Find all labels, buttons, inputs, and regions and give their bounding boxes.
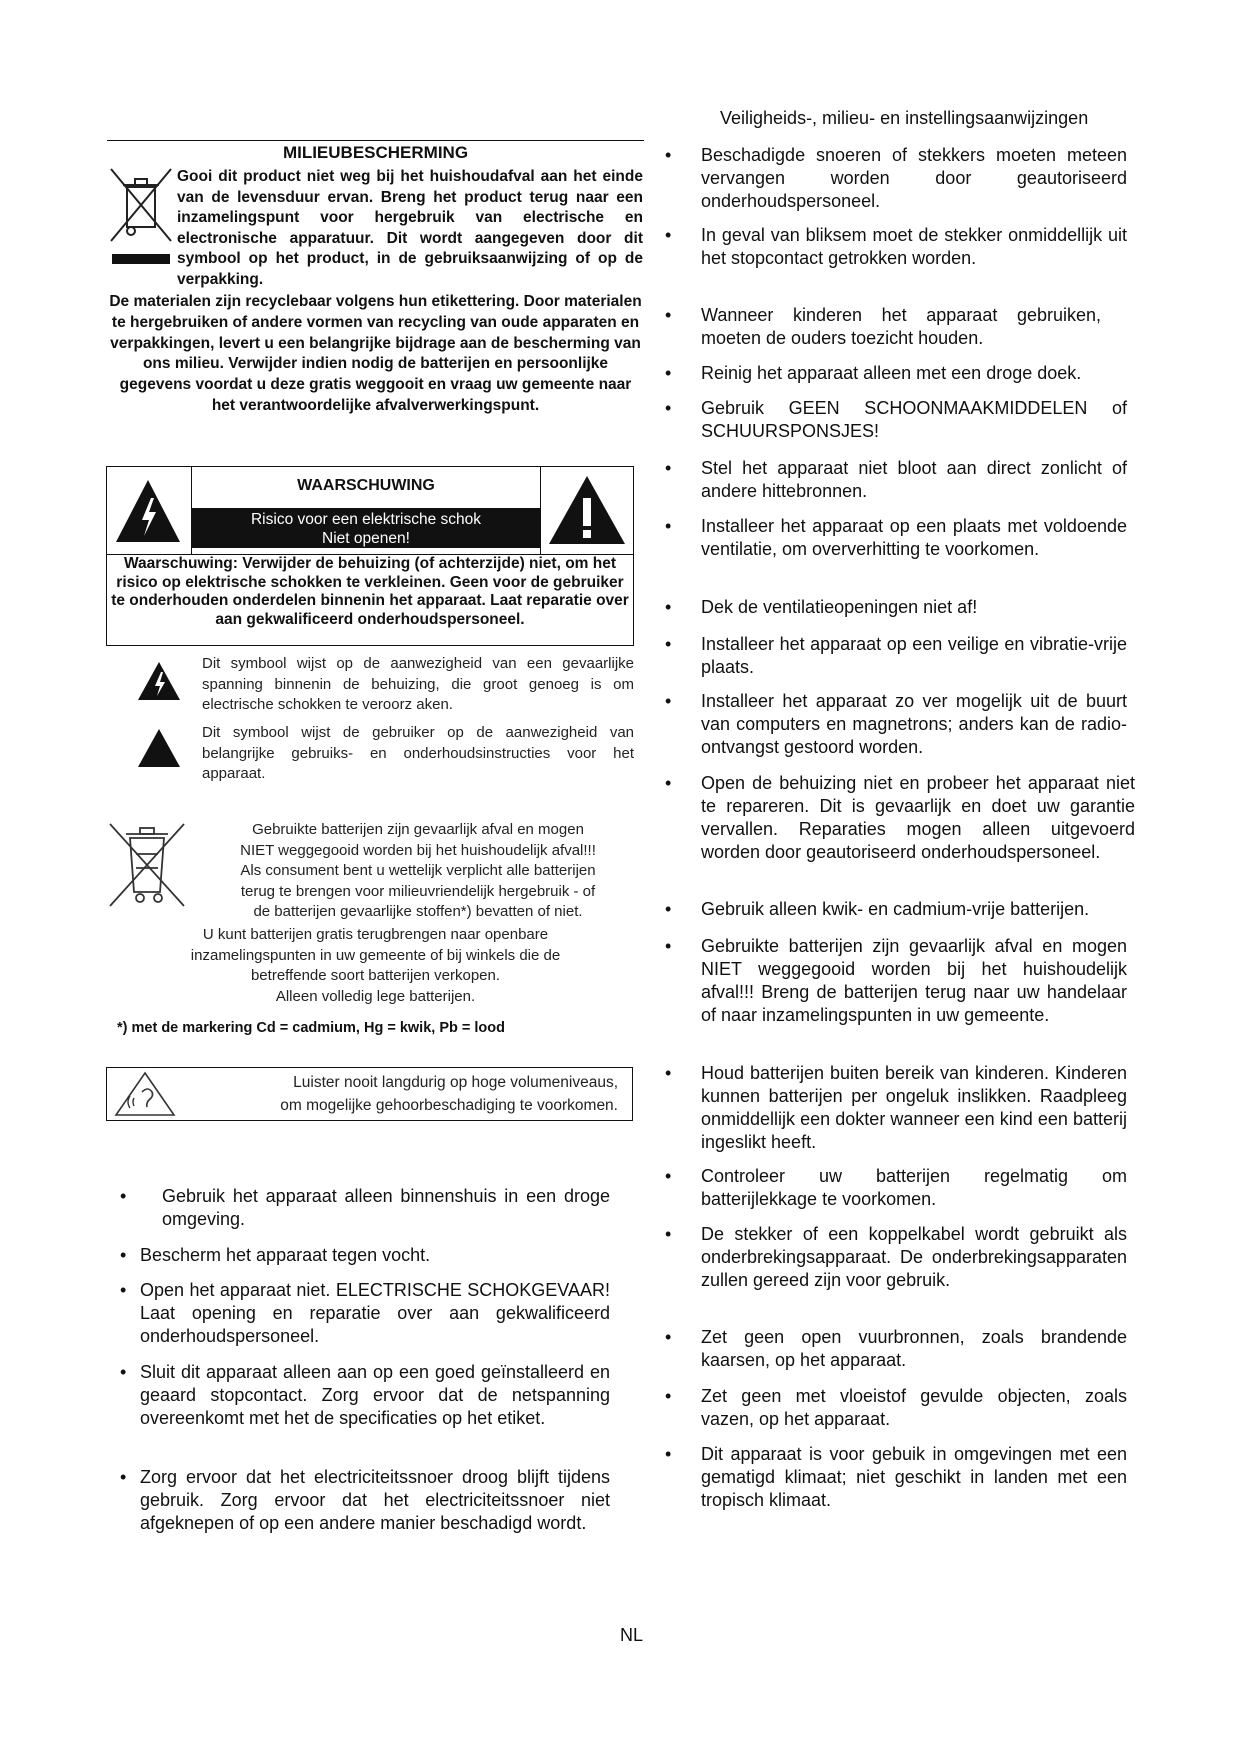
bullet: •	[120, 1467, 127, 1487]
battery-return-text	[107, 925, 644, 1007]
list-item-text: Open de behuizing niet en probeer het apparaat niet te repareren. Dit is gevaarlijk en doet uw garantie vervallen. Reparaties mogen alleen uitgevoerd worden door geautoriseerd onderhoudspersoneel.	[701, 773, 1135, 862]
list-item-text: Gebruik alleen kwik- en cadmium-vrije batterijen.	[701, 899, 1090, 919]
list-item-text: Gebruik GEEN SCHOONMAAKMIDDELEN of SCHUURSPONSJES!	[701, 398, 1127, 441]
marking-note: *) met de markering Cd = cadmium, Hg = kwik, Pb = lood	[117, 1020, 505, 1036]
list-item-text: Dek de ventilatieopeningen niet af!	[701, 597, 978, 617]
bullet: •	[665, 1224, 672, 1244]
battery-line-8: betreffende soort batterijen verkopen.	[250, 967, 501, 984]
page-header: Veiligheids-, milieu- en instellingsaanwijzingen	[720, 108, 1089, 128]
bullet: •	[665, 458, 672, 478]
warning-right-cell	[540, 466, 634, 554]
bullet: •	[665, 1327, 672, 1347]
warning-text: Waarschuwing: Verwijder de behuizing (of achterzijde) niet, om het risico op elektrische schokken te verkleinen. Geen voor de gebruiker te onderhouden onderdelen binnenin het apparaat. Laat reparatie over aan gekwalificeerd onderhoudspersoneel.	[111, 555, 629, 628]
underline-bar	[112, 254, 170, 264]
exclamation-symbol-text: Dit symbool wijst de gebruiker op de aanwezigheid van belangrijke gebruiks- en onderhoudsinstructies voor het apparaat.	[202, 724, 634, 782]
bullet: •	[665, 145, 672, 165]
bullet: •	[665, 1166, 672, 1186]
battery-line-3: Als consument bent u wettelijk verplicht alle batterijen	[240, 862, 596, 879]
list-item-text: In geval van bliksem moet de stekker onmiddellijk uit het stopcontact getrokken worden.	[701, 225, 1127, 268]
list-item-text: Reinig het apparaat alleen met een droge doek.	[701, 363, 1082, 383]
page-number: NL	[620, 1625, 644, 1645]
milieu-title: MILIEUBESCHERMING	[107, 140, 644, 163]
list-item	[120, 1466, 610, 1560]
bullet: •	[665, 773, 672, 793]
bullet: •	[120, 1245, 127, 1265]
list-item	[120, 1361, 610, 1455]
list-item-text: Sluit dit apparaat alleen aan op een goed geïnstalleerd en geaard stopcontact. Zorg ervoor dat de netspanning overeenkomt met het de specificaties op het etiket.	[140, 1362, 610, 1428]
bullet: •	[665, 691, 672, 711]
list-item-text: Gebruik het apparaat alleen binnenshuis in een droge omgeving.	[162, 1186, 610, 1229]
list-item-text: De stekker of een koppelkabel wordt gebruikt als onderbrekingsapparaat. De onderbrekingsapparaten zullen gereed zijn voor gebruik.	[701, 1224, 1127, 1290]
lightning-symbol-text: Dit symbool wijst op de aanwezigheid van een gevaarlijke spanning binnenin de behuizing, die groot genoeg is om electrische schokken te veroorz aken.	[202, 655, 634, 713]
list-item-text: Zet geen met vloeistof gevulde objecten, zoals vazen, op het apparaat.	[701, 1386, 1127, 1429]
list-item-text: Installeer het apparaat op een plaats met voldoende ventilatie, om oververhitting te voorkomen.	[701, 516, 1127, 559]
battery-line-5: de batterijen gevaarlijke stoffen*) bevatten of niet.	[253, 903, 583, 920]
list-item-text: Bescherm het apparaat tegen vocht.	[140, 1245, 431, 1265]
bullet: •	[665, 363, 672, 383]
battery-line-9: Alleen volledig lege batterijen.	[275, 987, 476, 1005]
list-item	[120, 1244, 610, 1268]
list-item	[120, 1279, 610, 1351]
bullet: •	[665, 305, 672, 325]
bullet: •	[120, 1362, 127, 1382]
crossed-wheelie-bin-icon	[107, 165, 175, 245]
lightning-triangle-icon	[106, 466, 190, 552]
bullet: •	[665, 1063, 672, 1083]
bullet: •	[665, 516, 672, 536]
list-item-text: Houd batterijen buiten bereik van kinderen. Kinderen kunnen batterijen per ongeluk inslikken. Raadpleeg onmiddellijk een dokter wanneer een kind een batterij ingeslikt heeft.	[701, 1063, 1127, 1152]
bullet: •	[665, 936, 672, 956]
exclamation-symbol-icon	[136, 727, 182, 769]
shock-risk-banner	[192, 508, 540, 548]
list-item-text: Dit apparaat is voor gebuik in omgevingen met een gematigd klimaat; niet geschikt in landen met een tropisch klimaat.	[701, 1444, 1127, 1510]
battery-line-1: Gebruikte batterijen zijn gevaarlijk afval en mogen	[252, 821, 584, 838]
list-item-text: Installeer het apparaat op een veilige en vibratie-vrije plaats.	[701, 634, 1127, 677]
list-item-text: Installeer het apparaat zo ver mogelijk uit de buurt van computers en magnetrons; anders kan de radio-ontvangst gestoord worden.	[701, 691, 1127, 757]
battery-line-4: terug te brengen voor milieuvriendelijk hergebruik - of	[240, 882, 596, 900]
warning-title: WAARSCHUWING	[297, 477, 435, 494]
list-item	[120, 1185, 610, 1233]
battery-bin-icon	[106, 818, 188, 910]
bullet: •	[665, 225, 672, 245]
bullet: •	[120, 1280, 127, 1300]
shock-line-2: Niet openen!	[322, 530, 410, 547]
battery-line-6: U kunt batterijen gratis terugbrengen naar openbare	[202, 926, 549, 943]
milieu-text: Gooi dit product niet weg bij het huishoudafval aan het einde van de levensduur ervan. Breng het product terug naar een inzamelingspunt voor hergebruik van electrische en electronische apparatuur. Dit wordt aangegeven door dit symbool op het product, in de gebruiksaanwijzing of op de verpakking.	[177, 168, 643, 288]
hearing-warning-text	[186, 1071, 618, 1117]
hearing-line-1: Luister nooit langdurig op hoge volumeniveaus,	[293, 1074, 618, 1091]
list-item-text: Beschadigde snoeren of stekkers moeten meteen vervangen worden door geautoriseerd onderhoudspersoneel.	[701, 145, 1127, 211]
list-item-text: Controleer uw batterijen regelmatig om batterijlekkage te voorkomen.	[701, 1166, 1127, 1209]
bullet: •	[665, 899, 672, 919]
battery-line-7: inzamelingspunten in uw gemeente of bij winkels die de	[190, 946, 561, 964]
battery-line-2: NIET weggegooid worden bij het huishoudelijk afval!!!	[240, 841, 596, 859]
lightning-symbol-icon	[136, 660, 182, 702]
list-item-text: Zet geen open vuurbronnen, zoals brandende kaarsen, op het apparaat.	[701, 1327, 1127, 1370]
hearing-warning-icon	[112, 1070, 178, 1118]
list-item-text: Stel het apparaat niet bloot aan direct zonlicht of andere hittebronnen.	[701, 458, 1127, 501]
bullet: •	[120, 1186, 127, 1206]
bullet: •	[665, 1444, 672, 1464]
bullet: •	[665, 398, 672, 418]
bullet: •	[665, 634, 672, 654]
exclamation-triangle-icon	[541, 466, 633, 552]
recycle-text: De materialen zijn recyclebaar volgens hun etikettering. Door materialen te hergebruiken of andere vormen van recycling van oude apparaten en verpakkingen, levert u een belangrijke bijdrage aan de bescherming van ons milieu. Verwijder indien nodig de batterijen en persoonlijke gegevens voordat u deze gratis weggooit en vraag uw gemeente naar het verantwoordelijke afvalverwerkingspunt.	[109, 293, 642, 414]
list-item-text: Open het apparaat niet. ELECTRISCHE SCHOKGEVAAR! Laat opening en reparatie over aan gekwalificeerd onderhoudspersoneel.	[140, 1280, 610, 1346]
hearing-line-2: om mogelijke gehoorbeschadiging te voorkomen.	[280, 1097, 618, 1114]
battery-text	[200, 820, 636, 923]
list-item-text: Zorg ervoor dat het electriciteitssnoer droog blijft tijdens gebruik. Zorg ervoor dat het electriciteitssnoer niet afgeknepen of op een andere manier beschadigd wordt.	[140, 1467, 610, 1533]
bullet: •	[665, 1386, 672, 1406]
shock-line-1: Risico voor een elektrische schok	[250, 511, 482, 528]
warning-left-cell	[106, 466, 192, 554]
list-item-text: Gebruikte batterijen zijn gevaarlijk afval en mogen NIET weggegooid worden bij het huishoudelijk afval!!! Breng de batterijen terug naar uw handelaar of naar inzamelingspunten in uw gemeente.	[701, 936, 1127, 1025]
bullet: •	[665, 597, 672, 617]
list-item-text: Wanneer kinderen het apparaat gebruiken, moeten de ouders toezicht houden.	[701, 305, 1101, 348]
